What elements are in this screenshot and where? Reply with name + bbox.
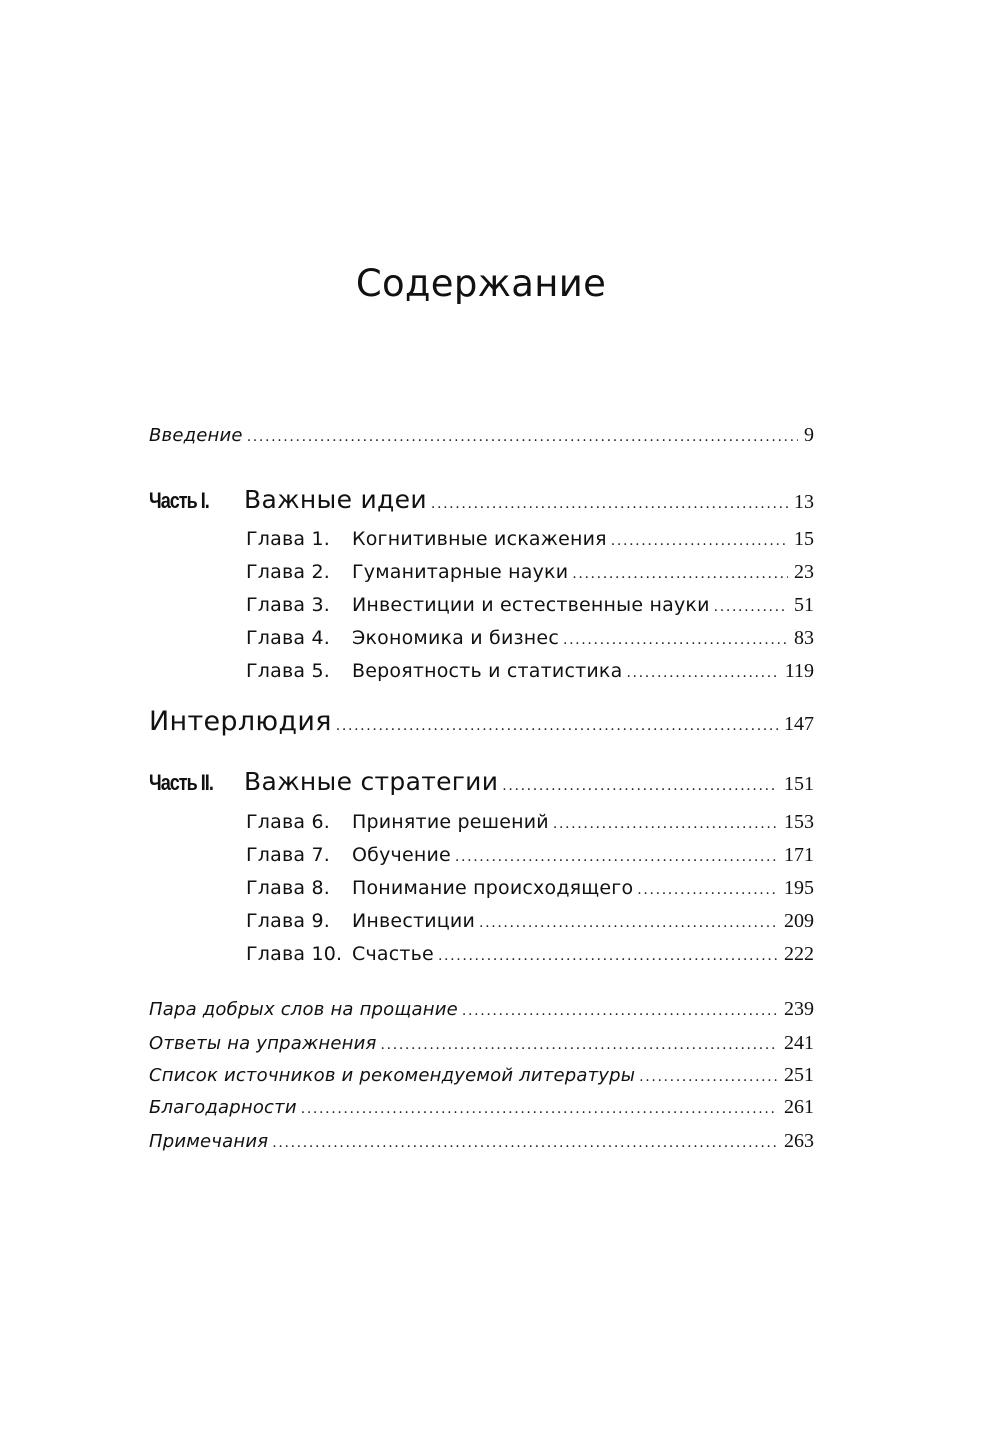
dot-leader: [572, 566, 788, 582]
toc-entry-label: Благодарности: [149, 1097, 297, 1118]
chapter-title: Счастье: [352, 943, 434, 965]
chapter-number: Глава 6.: [246, 811, 330, 833]
chapter-title: Инвестиции: [352, 910, 476, 932]
chapter-title: Когнитивные искажения: [352, 528, 607, 550]
toc-entry-farewell[interactable]: [149, 998, 814, 1021]
dot-leader: [563, 632, 788, 648]
toc-chapter-2[interactable]: [246, 561, 814, 584]
toc-page-number: 119: [784, 660, 814, 682]
dot-leader: [462, 1003, 778, 1019]
toc-page-number: 51: [794, 594, 814, 616]
toc-page-number: 209: [784, 910, 814, 932]
chapter-title: Принятие решений: [352, 811, 549, 833]
toc-interlude[interactable]: [149, 706, 814, 737]
dot-leader: [336, 718, 778, 734]
dot-leader: [381, 1037, 778, 1053]
toc-page-number: 151: [784, 773, 814, 795]
toc-entry-label: Введение: [149, 425, 243, 446]
dot-leader: [502, 778, 778, 794]
toc-page-number: 222: [784, 943, 814, 965]
chapter-title: Понимание происходящего: [352, 877, 634, 899]
part-title: Важные стратегии: [244, 767, 499, 796]
chapter-number: Глава 8.: [246, 877, 330, 899]
toc-chapter-4[interactable]: [246, 627, 814, 650]
toc-chapter-8[interactable]: [246, 877, 814, 900]
toc-chapter-1[interactable]: [246, 528, 814, 551]
dot-leader: [247, 429, 798, 445]
chapter-number: Глава 3.: [246, 594, 330, 616]
dot-leader: [479, 915, 778, 931]
dot-leader: [301, 1101, 778, 1117]
toc-entry-answers[interactable]: [149, 1032, 814, 1055]
dot-leader: [611, 533, 788, 549]
dot-leader: [438, 948, 778, 964]
dot-leader: [714, 599, 788, 615]
chapter-title: Обучение: [352, 844, 451, 866]
dot-leader: [553, 816, 778, 832]
toc-page-number: 147: [784, 713, 814, 735]
toc-chapter-7[interactable]: [246, 844, 814, 867]
toc-page-number: 153: [784, 811, 814, 833]
dot-leader: [455, 849, 778, 865]
chapter-title: Экономика и бизнес: [352, 627, 559, 649]
dot-leader: [637, 882, 778, 898]
toc-entry-label: Ответы на упражнения: [149, 1033, 377, 1054]
toc-page-number: 261: [784, 1096, 814, 1118]
page-title: Содержание: [355, 262, 607, 305]
toc-chapter-3[interactable]: [246, 594, 814, 617]
dot-leader: [639, 1069, 778, 1085]
chapter-number: Глава 1.: [246, 528, 330, 550]
toc-page-number: 171: [784, 844, 814, 866]
chapter-number: Глава 9.: [246, 910, 330, 932]
dot-leader: [272, 1135, 778, 1151]
chapter-number: Глава 4.: [246, 627, 330, 649]
toc-page-number: 263: [784, 1130, 814, 1152]
toc-entry-label: Интерлюдия: [149, 706, 332, 737]
toc-chapter-9[interactable]: [246, 910, 814, 933]
toc-page-number: 15: [794, 528, 814, 550]
toc-entry-notes[interactable]: [149, 1130, 814, 1153]
toc-chapter-5[interactable]: [246, 660, 814, 683]
toc-entry-acknowledgements[interactable]: [149, 1096, 814, 1119]
toc-entry-label: Пара добрых слов на прощание: [149, 999, 458, 1020]
toc-part-1[interactable]: [149, 485, 814, 514]
toc-page-number: 239: [784, 998, 814, 1020]
toc-entry-sources[interactable]: [149, 1064, 814, 1087]
chapter-number: Глава 7.: [246, 844, 330, 866]
part-title: Важные идеи: [244, 485, 427, 514]
toc-page-number: 13: [794, 491, 814, 513]
toc-entry-intro[interactable]: [149, 424, 814, 447]
chapter-number: Глава 10.: [246, 943, 343, 965]
chapter-title: Инвестиции и естественные науки: [352, 594, 710, 616]
toc-chapter-10[interactable]: [246, 943, 814, 966]
chapter-number: Глава 5.: [246, 660, 330, 682]
toc-entry-label: Примечания: [149, 1131, 269, 1152]
toc-part-2[interactable]: [149, 767, 814, 796]
part-number: Часть I.: [149, 488, 209, 513]
chapter-number: Глава 2.: [246, 561, 330, 583]
dot-leader: [431, 496, 788, 512]
toc-page-number: 251: [784, 1064, 814, 1086]
toc-chapter-6[interactable]: [246, 811, 814, 834]
toc-page-number: 23: [794, 561, 814, 583]
toc-page-number: 195: [784, 877, 814, 899]
chapter-title: Гуманитарные науки: [352, 561, 569, 583]
toc-page-number: 9: [804, 424, 814, 446]
toc-entry-label: Список источников и рекомендуемой литературы: [149, 1065, 636, 1086]
chapter-title: Вероятность и статистика: [352, 660, 623, 682]
toc-page-number: 83: [794, 627, 814, 649]
toc-page-number: 241: [784, 1032, 814, 1054]
dot-leader: [626, 665, 778, 681]
part-number: Часть II.: [149, 770, 213, 795]
